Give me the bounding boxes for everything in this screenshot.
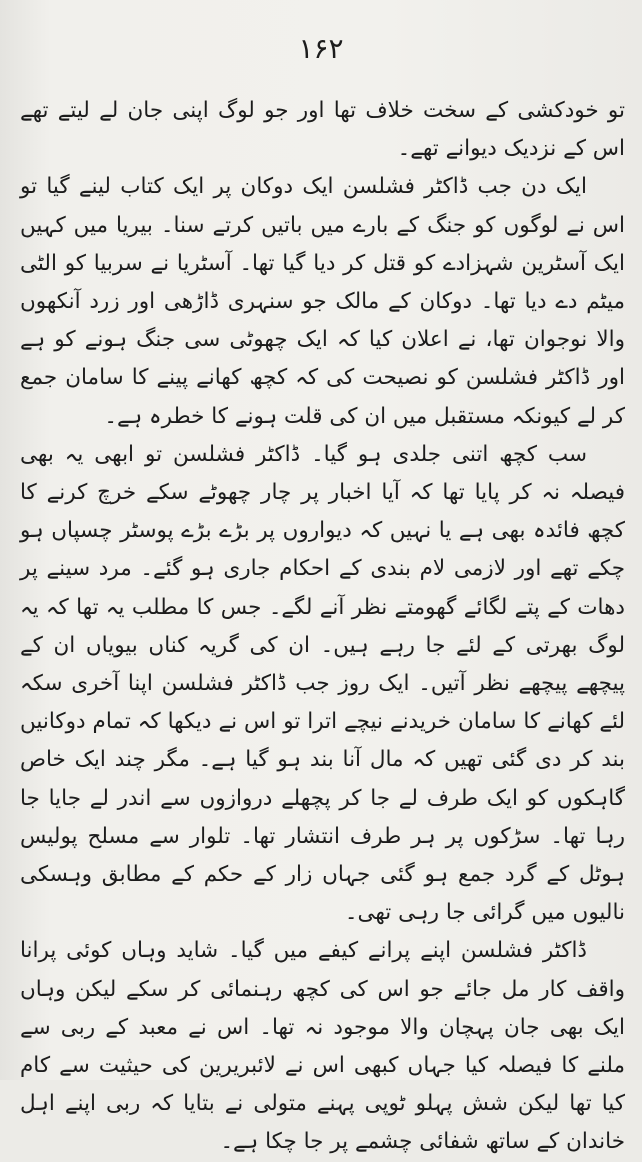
paragraph-4: ڈاکٹر فشلسن اپنے پرانے کیفے میں گیا۔ شاید وہاں کوئی پرانا واقف کار مل جائے جو اس کی کچھ رہنمائی کر سکے لیکن وہاں ایک بھی جان پہچان والا موجود نہ تھا۔ اس نے معبد کے ربی سے ملنے کا فیصلہ کیا جہاں کبھی اس نے لائبریرین کی حیثیت سے کام کیا تھا لیکن شش پہلو ٹوپی پہنے متولی نے بتایا کہ ربی اپنے اہل خاندان کے ساتھ شفائی چشمے پر جا چکا ہے۔ (20, 938, 625, 1155)
page-number: ۱۶۲ (298, 32, 344, 65)
paragraph-2: ایک دن جب ڈاکٹر فشلسن ایک دوکان پر ایک کتاب لینے گیا تو اس نے لوگوں کو جنگ کے بارے میں باتیں کرتے سنا۔ بیریا میں کہیں ایک آسٹرین شہزادے کو قتل کر دیا گیا تھا۔ آسٹریا نے سربیا کو الٹی میٹم دے دیا تھا۔ دوکان کے مالک جو سنہری ڈاڑھی اور زرد آنکھوں والا نوجوان تھا، نے اعلان کیا کہ ایک چھوٹی سی جنگ ہونے کو ہے اور ڈاکٹر فشلسن کو نصیحت کی کہ کچھ کھانے پینے کا سامان جمع کر لے کیونکہ مستقبل میں ان کی قلت ہونے کا خطرہ ہے۔ (20, 174, 625, 429)
paragraph-3: سب کچھ اتنی جلدی ہو گیا۔ ڈاکٹر فشلسن تو ابھی یہ بھی فیصلہ نہ کر پایا تھا کہ آیا اخبار پر چار چھوٹے سکے خرچ کرنے کا کچھ فائدہ بھی ہے یا نہیں کہ دیواروں پر بڑے بڑے پوسٹر چسپاں ہو چکے تھے اور لازمی لام بندی کے احکام جاری ہو گئے۔ مرد سینے پر دھات کے پتے لگائے گھومتے نظر آنے لگے۔ جس کا مطلب یہ تھا کہ یہ لوگ بھرتی کے لئے جا رہے ہیں۔ ان کی گریہ کناں بیویاں ان کے پیچھے پیچھے نظر آتیں۔ ایک روز جب ڈاکٹر فشلسن اپنا آخری سکہ لئے کھانے کا سامان خریدنے نیچے اترا تو اس نے دیکھا کہ تمام دوکانیں بند کر دی گئی تھیں کہ مال آنا بند ہو گیا ہے۔ مگر چند ایک خاص گاہکوں کو ایک طرف لے جا کر پچھلے دروازوں سے اندر لے جایا جا رہا تھا۔ سڑکوں پر ہر طرف انتشار تھا۔ تلوار سے مسلح پولیس ہوٹل کے گرد جمع ہو گئی جہاں زار کے حکم کے مطابق وہسکی نالیوں میں گرائی جا رہی تھی۔ (20, 441, 625, 926)
paragraph-1: تو خودکشی کے سخت خلاف تھا اور جو لوگ اپنی جان لے لیتے تھے اس کے نزدیک دیوانے تھے۔ (20, 98, 625, 162)
page-body (20, 92, 625, 1155)
